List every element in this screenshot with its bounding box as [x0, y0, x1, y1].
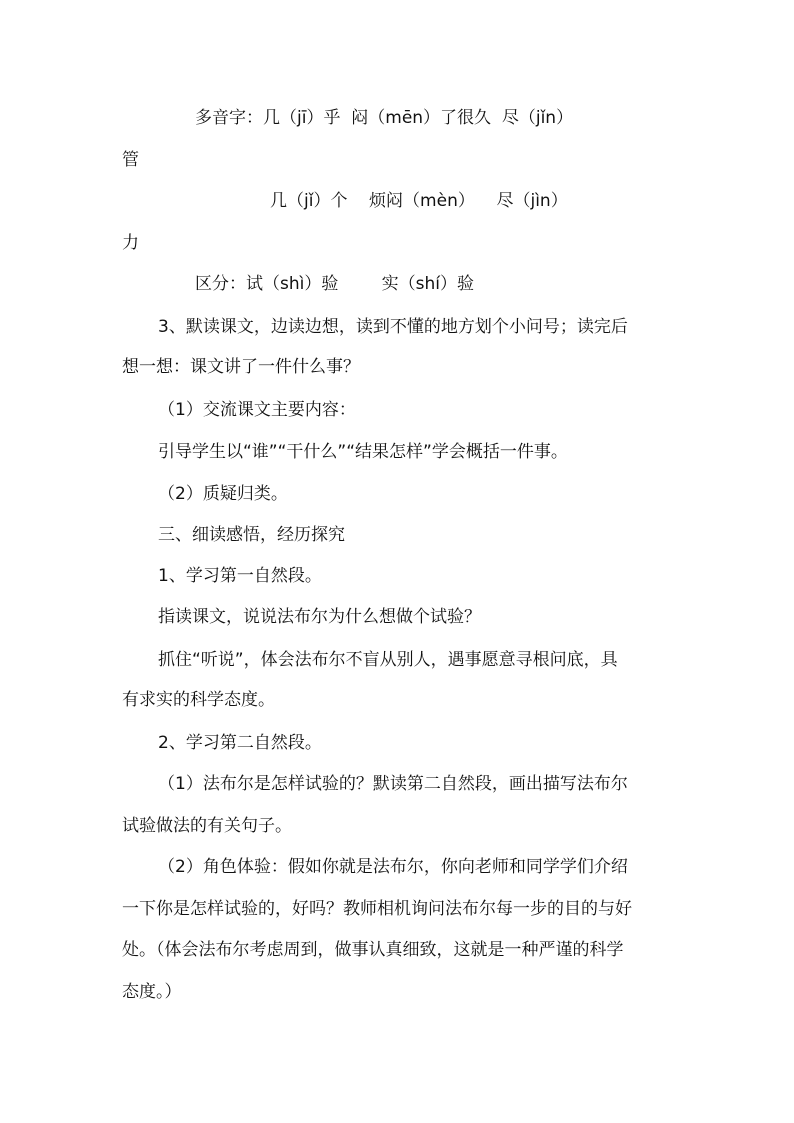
polyphone-line-1: 多音字：几（jī）乎 闷（mēn）了很久 尽（jǐn）: [195, 108, 574, 128]
part-2-item-2-line-2: 一下你是怎样试验的，好吗？教师相机询问法布尔每一步的目的与好: [122, 899, 632, 919]
part-2-item-2-line-3: 处。（体会法布尔考虑周到，做事认真细致，这就是一种严谨的科学: [122, 940, 624, 960]
part-1-heading: 1、学习第一自然段。: [158, 566, 322, 586]
step-3-item-1: （1）交流课文主要内容：: [158, 400, 356, 420]
polyphone-line-2: 几（jǐ）个 烦闷（mèn） 尽（jìn）: [270, 191, 568, 211]
distinguish-line: 区分：试（shì）验 实（shí）验: [195, 274, 474, 294]
section-3-heading: 三、细读感悟，经历探究: [158, 525, 345, 545]
part-2-item-1: （1）法布尔是怎样试验的？默读第二自然段，画出描写法布尔: [158, 774, 628, 794]
part-1-question: 指读课文，说说法布尔为什么想做个试验？: [158, 607, 481, 627]
step-3-item-2: （2）质疑归类。: [158, 484, 288, 504]
part-2-heading: 2、学习第二自然段。: [158, 733, 322, 753]
step-3-heading-continuation: 想一想：课文讲了一件什么事？: [122, 357, 360, 377]
part-2-item-1-continuation: 试验做法的有关句子。: [122, 816, 292, 836]
part-2-item-2: （2）角色体验：假如你就是法布尔，你向老师和同学学们介绍: [158, 857, 628, 877]
step-3-heading: 3、默读课文，边读边想，读到不懂的地方划个小问号；读完后: [158, 317, 628, 337]
part-2-item-2-line-4: 态度。）: [122, 982, 182, 1002]
part-1-answer-continuation: 有求实的科学态度。: [122, 690, 275, 710]
step-3-item-1-detail: 引导学生以“谁”“干什么”“结果怎样”学会概括一件事。: [158, 442, 568, 462]
polyphone-line-1-continuation: 管: [122, 150, 139, 170]
part-1-answer: 抓住“听说”，体会法布尔不盲从别人，遇事愿意寻根问底，具: [158, 650, 618, 670]
polyphone-line-2-continuation: 力: [122, 233, 139, 253]
